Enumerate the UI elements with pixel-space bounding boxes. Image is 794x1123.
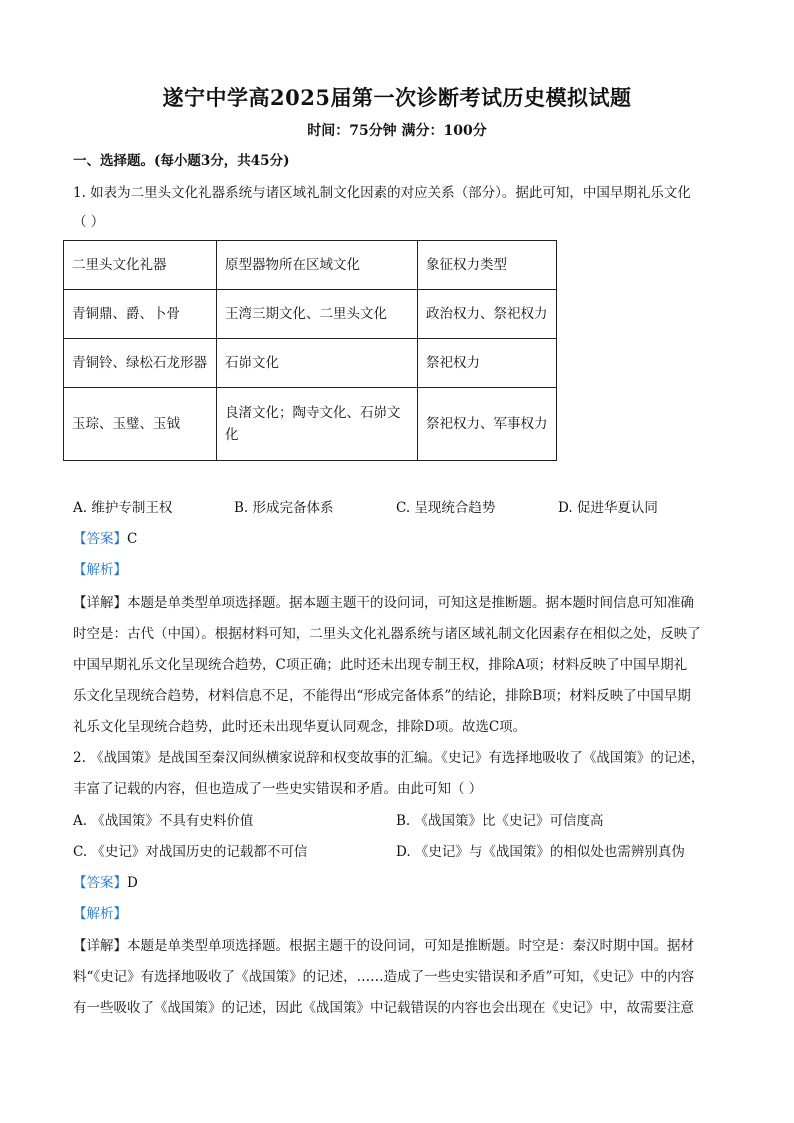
q1-detail-line-3: 中国早期礼乐文化呈现统合趋势，C项正确；此时还未出现专制王权，排除A项；材料反映了中国早期礼 bbox=[73, 657, 688, 673]
table-header-cell: 原型器物所在区域文化 bbox=[217, 241, 418, 290]
q1-stem-line-1: 1. 如表为二里头文化礼器系统与诸区域礼制文化因素的对应关系（部分）。据此可知，中国早期礼乐文化 bbox=[73, 185, 691, 201]
q1-detail-line-4: 乐文化呈现统合趋势，材料信息不足，不能得出“形成完备体系”的结论，排除B项；材料反映了中国早期 bbox=[73, 688, 691, 704]
table-cell: 玉琮、玉璧、玉钺 bbox=[64, 388, 217, 461]
q2-stem-line-1: 2. 《战国策》是战国至秦汉间纵横家说辞和权变故事的汇编。《史记》有选择地吸收了《战国策》的记述， bbox=[73, 750, 705, 766]
detail-tag: 【详解】 bbox=[73, 595, 127, 611]
q1-option-b: B. 形成完备体系 bbox=[234, 500, 334, 516]
table-row bbox=[64, 388, 557, 461]
section-heading: 一、选择题。(每小题3分，共45分) bbox=[73, 153, 290, 169]
q1-answer bbox=[73, 529, 137, 549]
table-header-row bbox=[64, 241, 557, 290]
table-row bbox=[64, 339, 557, 388]
answer-value: C bbox=[127, 531, 138, 547]
q2-answer bbox=[73, 873, 138, 893]
answer-tag: 【答案】 bbox=[73, 875, 127, 891]
q1-option-a: A. 维护专制王权 bbox=[73, 500, 173, 516]
q1-analysis-tag: 【解析】 bbox=[73, 562, 127, 578]
answer-tag: 【答案】 bbox=[73, 531, 127, 547]
table-cell: 祭祀权力、军事权力 bbox=[418, 388, 557, 461]
table-cell: 政治权力、祭祀权力 bbox=[418, 290, 557, 339]
q2-option-d: D. 《史记》与《战国策》的相似处也需辨别真伪 bbox=[396, 844, 685, 860]
q1-detail-line-2: 时空是：古代（中国）。根据材料可知，二里头文化礼器系统与诸区域礼制文化因素存在相似之处，反映了 bbox=[73, 626, 701, 642]
table-cell-line: 化 bbox=[225, 427, 239, 443]
exam-title: 遂宁中学高2025届第一次诊断考试历史模拟试题 bbox=[162, 85, 632, 110]
q2-option-b: B. 《战国策》比《史记》可信度高 bbox=[396, 813, 604, 829]
q1-detail-line-5: 礼乐文化呈现统合趋势，此时还未出现华夏认同观念，排除D项。故选C项。 bbox=[73, 719, 527, 735]
table-header-cell: 象征权力类型 bbox=[418, 241, 557, 290]
table-cell: 青铜铃、绿松石龙形器 bbox=[64, 339, 217, 388]
detail-text: 本题是单类型单项选择题。根据主题干的设问词，可知是推断题。时空是：秦汉时期中国。据材 bbox=[127, 938, 694, 954]
q2-option-c: C. 《史记》对战国历史的记载都不可信 bbox=[73, 844, 308, 860]
q2-option-a: A. 《战国策》不具有史料价值 bbox=[73, 813, 254, 829]
table-cell bbox=[217, 388, 418, 461]
q1-option-c: C. 呈现统合趋势 bbox=[396, 500, 496, 516]
exam-subtitle: 时间：75分钟 满分：100分 bbox=[307, 123, 487, 139]
table-cell: 青铜鼎、爵、卜骨 bbox=[64, 290, 217, 339]
q1-option-d: D. 促进华夏认同 bbox=[558, 500, 658, 516]
q2-detail-line-3: 有一些吸收了《战国策》的记述，因此《战国策》中记载错误的内容也会出现在《史记》中，故需要注意 bbox=[73, 1000, 694, 1016]
q2-analysis-tag: 【解析】 bbox=[73, 906, 127, 922]
table-cell: 石峁文化 bbox=[217, 339, 418, 388]
q1-stem-line-2: （ ） bbox=[73, 214, 105, 230]
table-cell: 王湾三期文化、二里头文化 bbox=[217, 290, 418, 339]
q1-detail-line-1 bbox=[73, 593, 694, 613]
table-header-cell: 二里头文化礼器 bbox=[64, 241, 217, 290]
q2-detail-line-2: 料“《史记》有选择地吸收了《战国策》的记述，……造成了一些史实错误和矛盾”可知，《史记》中的内容 bbox=[73, 969, 695, 985]
table-cell: 祭祀权力 bbox=[418, 339, 557, 388]
q2-detail-line-1 bbox=[73, 936, 694, 956]
table-row bbox=[64, 290, 557, 339]
detail-text: 本题是单类型单项选择题。据本题主题干的设问词，可知这是推断题。据本题时间信息可知准确 bbox=[127, 595, 694, 611]
q2-stem-line-2: 丰富了记载的内容，但也造成了一些史实错误和矛盾。由此可知（ ） bbox=[73, 781, 483, 797]
detail-tag: 【详解】 bbox=[73, 938, 127, 954]
table-cell-line: 良渚文化；陶寺文化、石峁文 bbox=[225, 405, 401, 421]
q1-table bbox=[63, 240, 557, 461]
answer-value: D bbox=[127, 875, 138, 891]
